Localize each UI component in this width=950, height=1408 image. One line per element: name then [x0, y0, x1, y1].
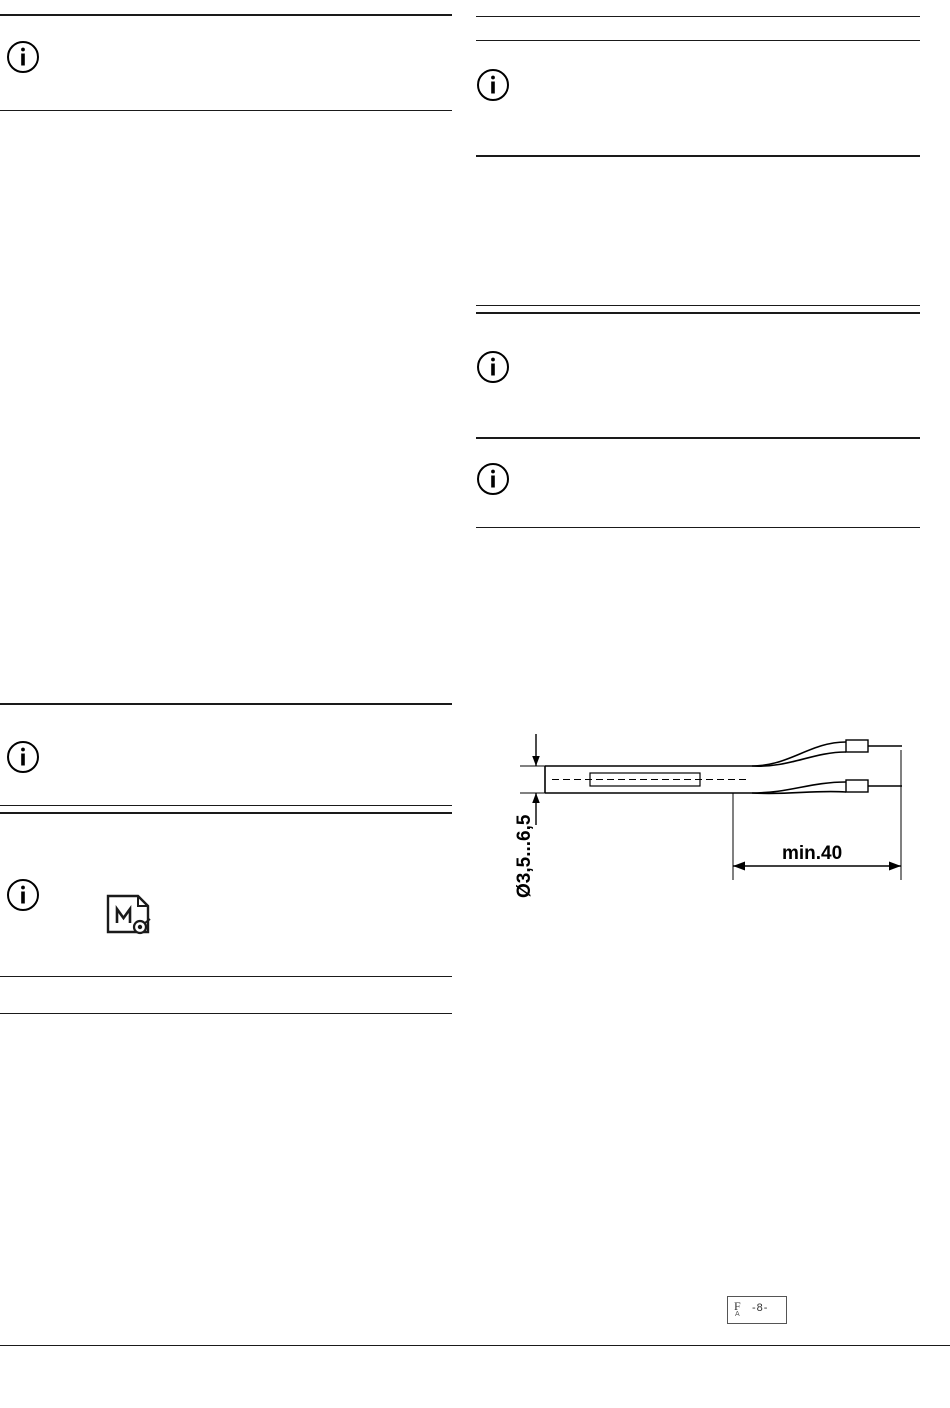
right-separator-4 — [476, 305, 920, 306]
length-label: min.40 — [782, 843, 843, 864]
sensor-cable-dimension-drawing — [490, 720, 920, 940]
left-separator-4 — [0, 805, 452, 806]
footer-badge-icon — [727, 1296, 787, 1324]
info-icon — [476, 68, 510, 102]
right-separator-6 — [476, 437, 920, 439]
info-icon — [476, 462, 510, 496]
info-icon — [476, 350, 510, 384]
left-separator-3 — [0, 703, 452, 705]
footer-badge-left-text: F — [734, 1299, 741, 1313]
left-separator-7 — [0, 1013, 452, 1014]
info-icon — [6, 878, 40, 912]
left-separator-2 — [0, 110, 452, 111]
diameter-label: Ø3,5...6,5 — [514, 814, 535, 898]
memory-chip-icon — [104, 892, 156, 938]
right-separator-1 — [476, 16, 920, 17]
right-separator-5 — [476, 312, 920, 314]
footer-separator — [0, 1345, 950, 1346]
right-separator-3 — [476, 155, 920, 157]
left-separator-1 — [0, 14, 452, 16]
footer-badge-sub-text: A — [735, 1311, 740, 1318]
left-separator-6 — [0, 976, 452, 977]
info-icon — [6, 740, 40, 774]
right-separator-7 — [476, 527, 920, 528]
right-separator-2 — [476, 40, 920, 41]
footer-badge-mid-text: -8- — [752, 1302, 769, 1314]
info-icon — [6, 40, 40, 74]
left-separator-5 — [0, 812, 452, 814]
